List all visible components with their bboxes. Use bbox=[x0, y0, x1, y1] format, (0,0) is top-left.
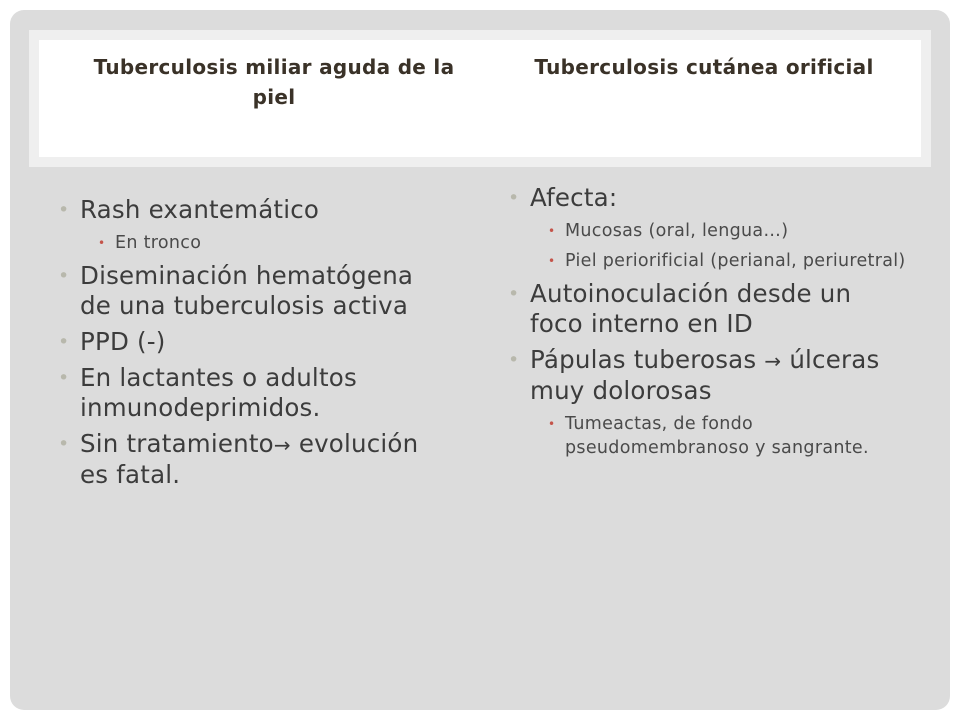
list-item bbox=[58, 195, 438, 225]
list-item-text: Diseminación hematógena de una tuberculosis activa bbox=[80, 261, 414, 320]
list-item bbox=[508, 183, 908, 213]
text-after-arrow: úlceras muy dolorosas bbox=[530, 345, 880, 405]
left-column-bullets bbox=[58, 195, 438, 496]
bullet-icon: • bbox=[58, 367, 70, 389]
bullet-icon: • bbox=[508, 349, 520, 371]
bullet-icon: • bbox=[58, 331, 70, 353]
list-item-text: En tronco bbox=[115, 233, 202, 253]
list-item-text: PPD (-) bbox=[80, 327, 166, 356]
right-column-bullets bbox=[508, 183, 908, 466]
list-item-text: En lactantes o adultos inmunodeprimidos. bbox=[80, 363, 357, 422]
sub-list-item bbox=[508, 219, 908, 243]
text-before-arrow: Pápulas tuberosas bbox=[530, 345, 765, 374]
list-item bbox=[508, 345, 908, 406]
sub-list-item bbox=[508, 249, 908, 273]
list-item bbox=[58, 363, 438, 423]
list-item-text bbox=[80, 429, 418, 489]
list-item-text: Autoinoculación desde un foco interno en ID bbox=[530, 279, 852, 338]
list-item-text bbox=[530, 345, 879, 405]
sub-list-item bbox=[58, 231, 438, 255]
text-before-arrow: Sin tratamiento bbox=[80, 429, 274, 458]
right-arrow-icon: → bbox=[273, 433, 291, 457]
bullet-icon: • bbox=[548, 254, 556, 268]
list-item-text: Piel periorificial (perianal, periuretral) bbox=[565, 251, 906, 271]
list-item-text: Rash exantemático bbox=[80, 195, 320, 224]
list-item bbox=[58, 327, 438, 357]
bullet-icon: • bbox=[548, 224, 556, 238]
left-column-heading: Tuberculosis miliar aguda de la piel bbox=[93, 55, 455, 109]
list-item bbox=[58, 429, 438, 490]
header-table-row bbox=[29, 30, 931, 167]
sub-list-item bbox=[508, 412, 908, 460]
list-item-text: Tumeactas, de fondo pseudomembranoso y sangrante. bbox=[565, 414, 869, 458]
right-column-heading: Tuberculosis cutánea orificial bbox=[534, 55, 874, 79]
list-item-text: Mucosas (oral, lengua…) bbox=[565, 221, 789, 241]
list-item-text: Afecta: bbox=[530, 183, 618, 212]
text-after-arrow: evolución es fatal. bbox=[80, 429, 419, 489]
list-item bbox=[508, 279, 908, 339]
bullet-icon: • bbox=[508, 187, 520, 209]
bullet-icon: • bbox=[508, 283, 520, 305]
right-arrow-icon: → bbox=[764, 349, 782, 373]
bullet-icon: • bbox=[98, 236, 106, 250]
list-item bbox=[58, 261, 438, 321]
bullet-icon: • bbox=[58, 265, 70, 287]
bullet-icon: • bbox=[58, 433, 70, 455]
bullet-icon: • bbox=[58, 199, 70, 221]
bullet-icon: • bbox=[548, 417, 556, 431]
